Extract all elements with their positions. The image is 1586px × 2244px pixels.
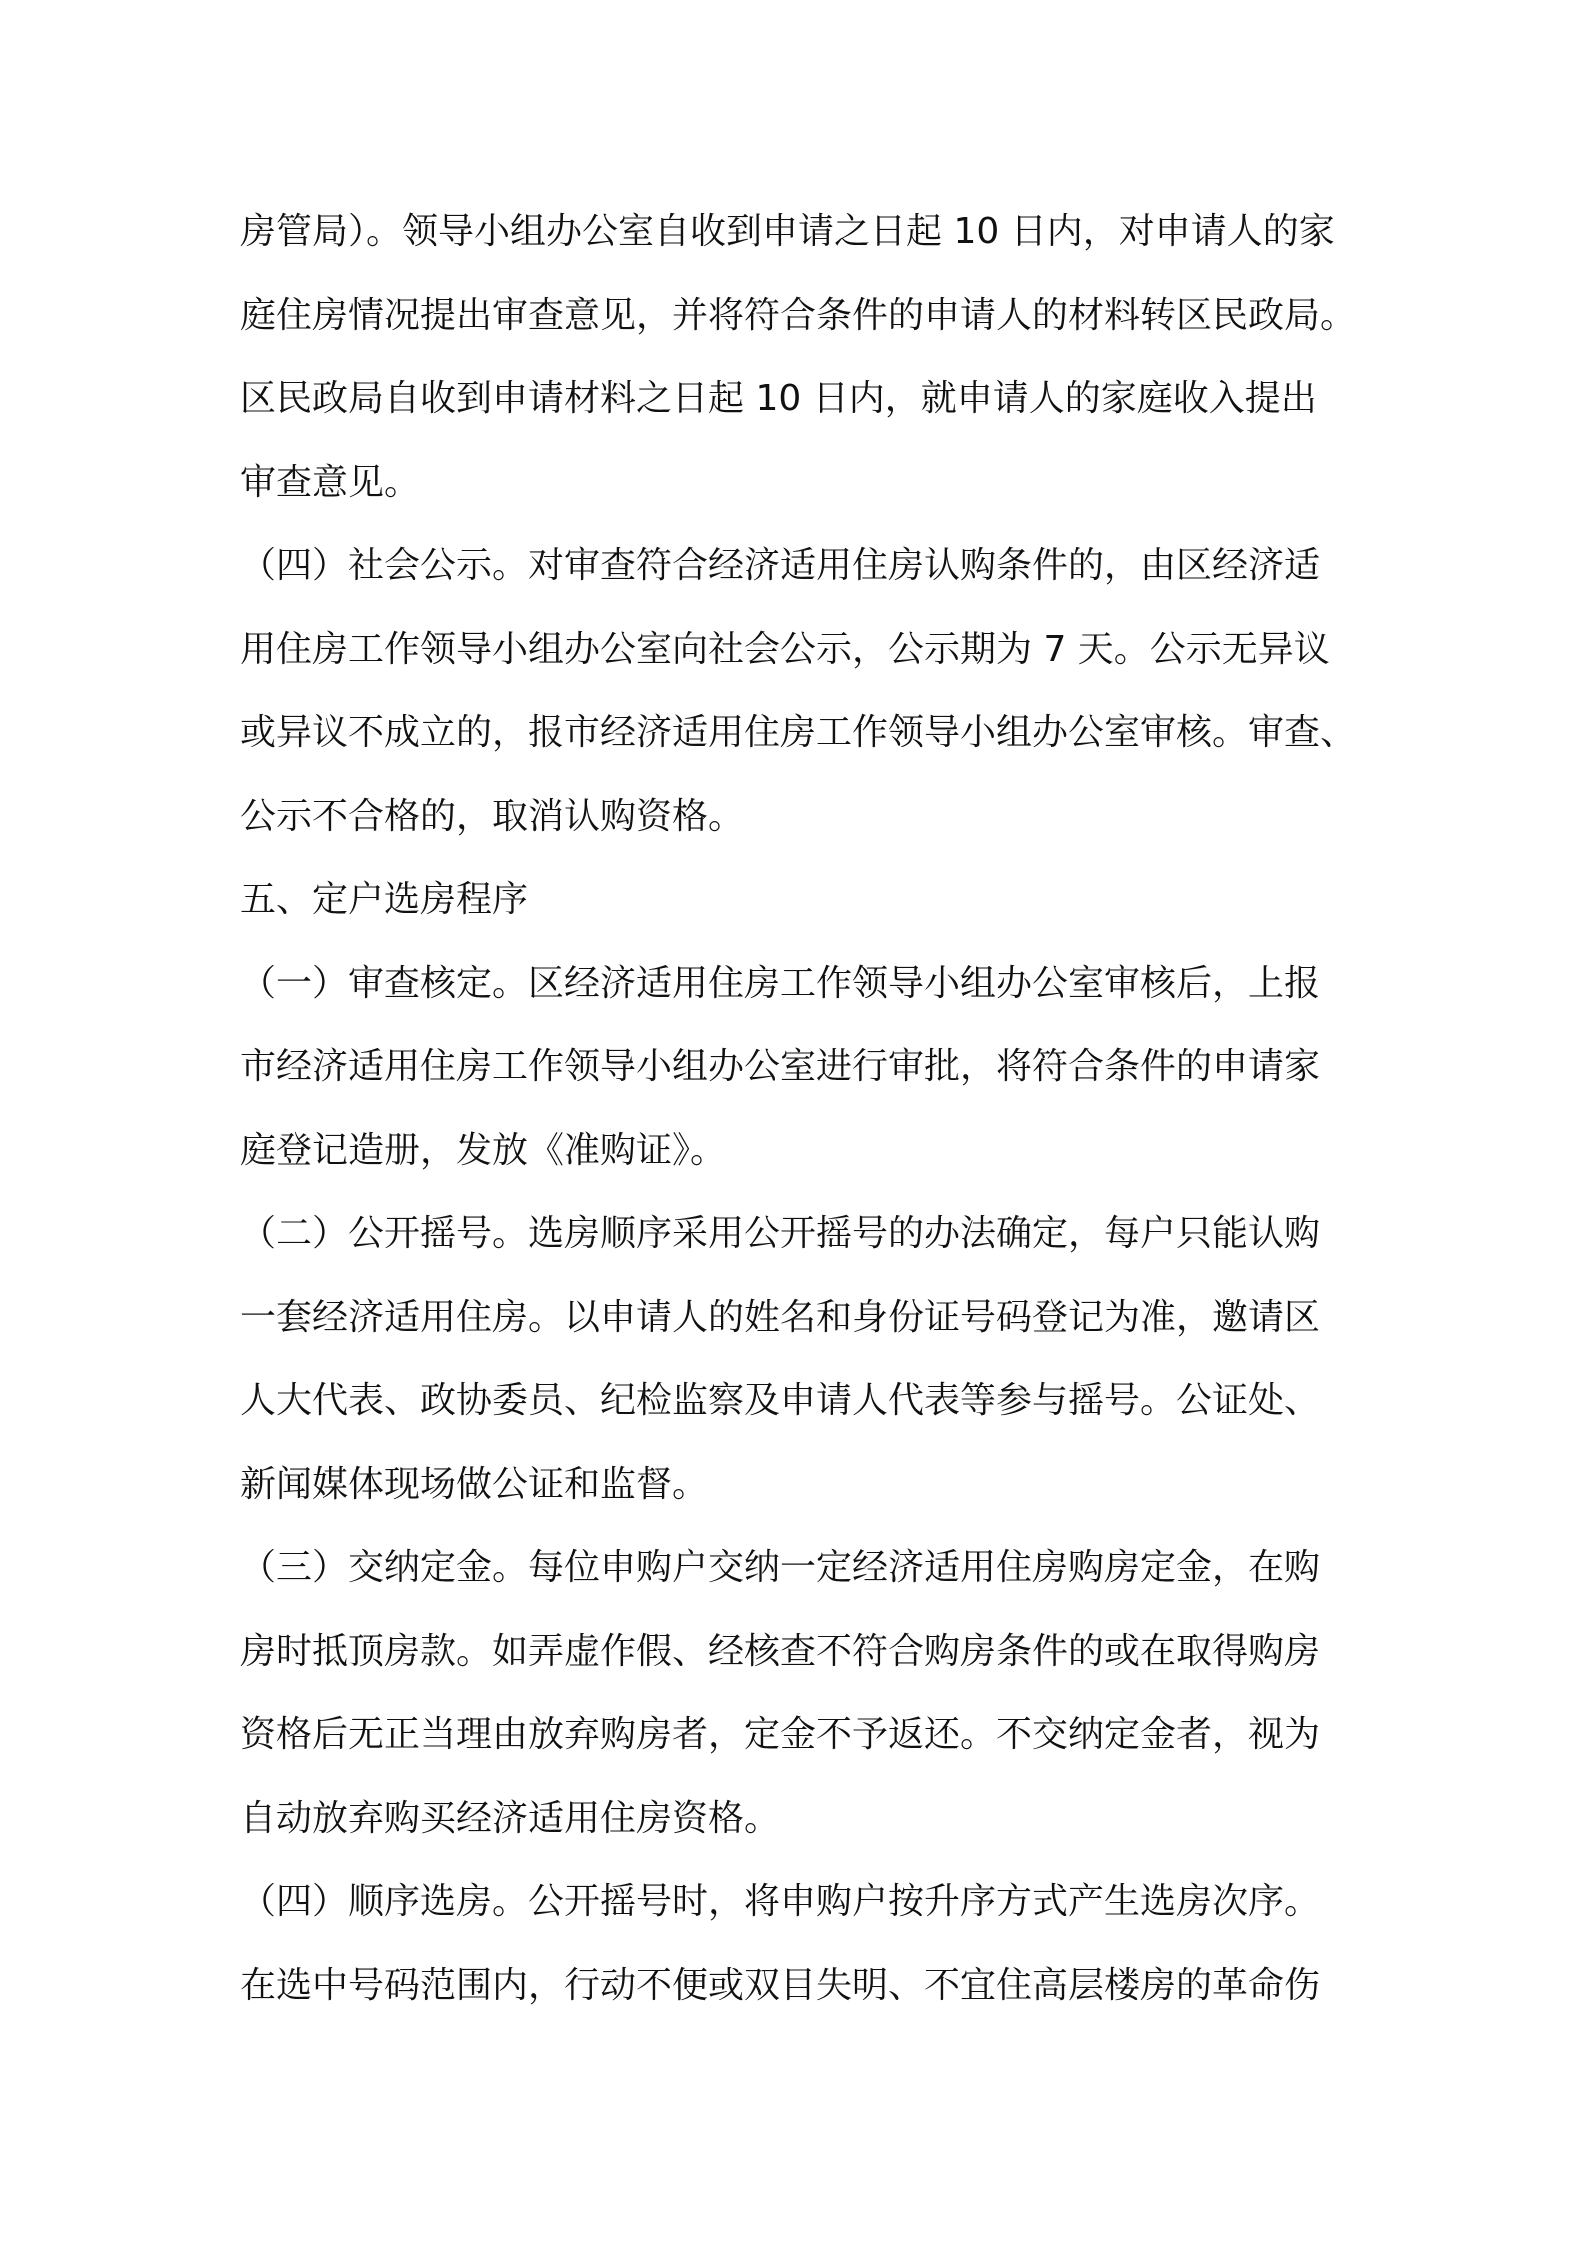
text-line: （四）社会公示。对审查符合经济适用住房认购条件的，由区经济适 — [240, 545, 1321, 586]
text-line: 区民政局自收到申请材料之日起 10 日内，就申请人的家庭收入提出 — [240, 378, 1317, 419]
text-line: （四）顺序选房。公开摇号时，将申购户按升序方式产生选房次序。 — [240, 1881, 1321, 1922]
text-line: 一套经济适用住房。以申请人的姓名和身份证号码登记为准，邀请区 — [240, 1296, 1321, 1338]
text-line: 房管局）。领导小组办公室自收到申请之日起 10 日内，对申请人的家 — [240, 211, 1335, 252]
text-line: 公示不合格的，取消认购资格。 — [240, 795, 745, 837]
text-line: （一）审查核定。区经济适用住房工作领导小组办公室审核后，上报 — [240, 962, 1321, 1004]
text-line: 自动放弃购买经济适用住房资格。 — [240, 1797, 781, 1839]
text-line: 人大代表、政协委员、纪检监察及申请人代表等参与摇号。公证处、 — [240, 1380, 1321, 1421]
text-line: （三）交纳定金。每位申购户交纳一定经济适用住房购房定金，在购 — [240, 1547, 1321, 1588]
section-heading: 五、定户选房程序 — [240, 879, 529, 920]
text-line: 审查意见。 — [240, 461, 421, 503]
text-line: 市经济适用住房工作领导小组办公室进行审批，将符合条件的申请家 — [240, 1046, 1321, 1087]
text-line: 资格后无正当理由放弃购房者，定金不予返还。不交纳定金者，视为 — [240, 1714, 1321, 1755]
document-body — [240, 190, 1360, 2027]
text-line: （二）公开摇号。选房顺序采用公开摇号的办法确定，每户只能认购 — [240, 1213, 1321, 1254]
text-line: 用住房工作领导小组办公室向社会公示，公示期为 7 天。公示无异议 — [240, 628, 1330, 670]
text-line: 庭住房情况提出审查意见，并将符合条件的申请人的材料转区民政局。 — [240, 294, 1357, 336]
text-line: 或异议不成立的，报市经济适用住房工作领导小组办公室审核。审查、 — [240, 712, 1357, 753]
text-line: 新闻媒体现场做公证和监督。 — [240, 1463, 709, 1505]
text-line: 房时抵顶房款。如弄虚作假、经核查不符合购房条件的或在取得购房 — [240, 1630, 1321, 1672]
text-line: 庭登记造册，发放《准购证》。 — [240, 1129, 727, 1171]
text-line: 在选中号码范围内，行动不便或双目失明、不宜住高层楼房的革命伤 — [240, 1964, 1321, 2006]
